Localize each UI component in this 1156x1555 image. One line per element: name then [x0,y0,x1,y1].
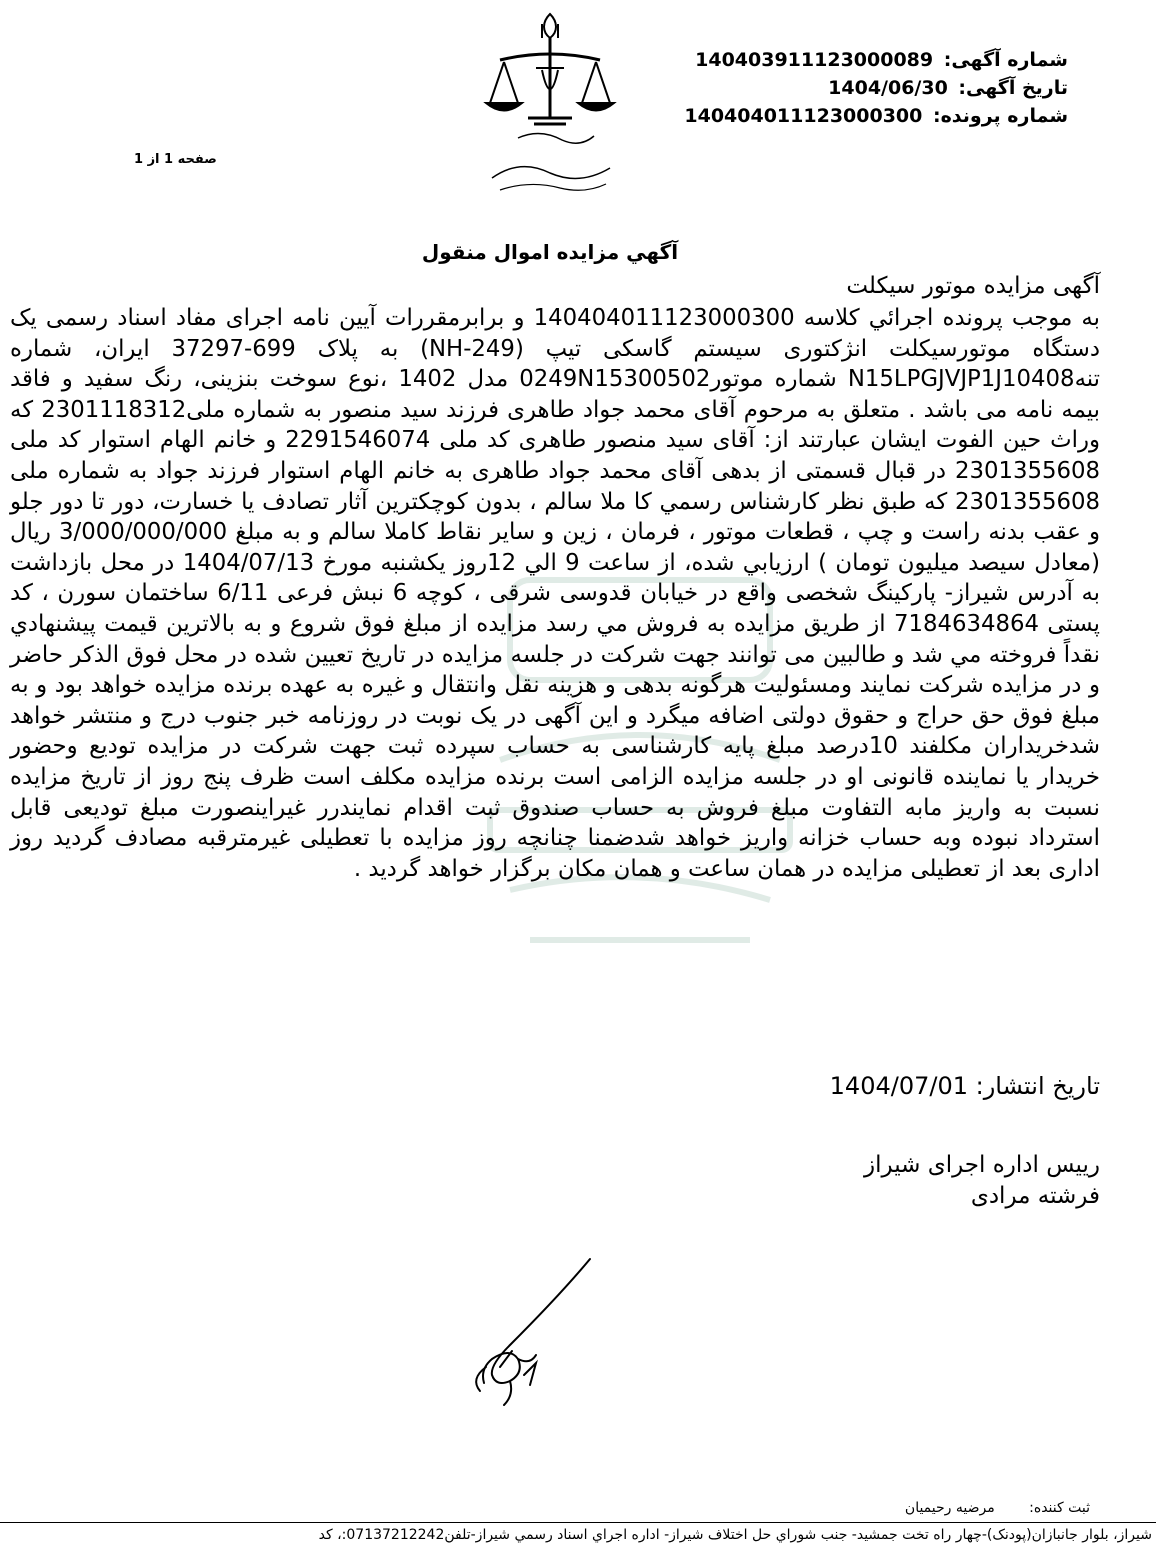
ad-number-row [648,46,1068,74]
judiciary-emblem-icon [470,8,630,198]
signature-icon [440,1255,620,1410]
signer-title: رییس اداره اجرای شیراز [864,1152,1100,1178]
case-number-label: شماره پرونده: [932,105,1068,127]
footer-divider [0,1522,1156,1523]
ad-date-row [648,74,1068,102]
ad-date: 1404/06/30 [828,77,948,99]
case-number: 140404011123000300 [684,105,923,127]
notice-title: آگهي مزايده اموال منقول [421,240,679,264]
registrar-name: مرضيه رحيميان [904,1500,995,1516]
publish-date-label: تاریخ انتشار: [975,1072,1100,1100]
registrar-line [905,1500,1090,1516]
ad-number: 140403911123000089 [695,49,934,71]
ad-date-label: تاریخ آگهی: [958,77,1068,99]
case-number-row [648,102,1068,130]
notice-body: به موجب پرونده اجرائي كلاسه 140404011123000300 و برابرمقررات آیین نامه اجرای مفاد اسناد رسمی یک دستگاه موتورسیکلت انژکتوری سیستم گاسکی تیپ (NH-249) به پلاک 699-37297 ایران، شماره تنهN15LPGJVJP1J10408 شماره موتور0249N15300502 مدل 1402 ،نوع سوخت بنزینی، رنگ سفید و فاقد بیمه نامه می باشد . متعلق به مرحوم آقای محمد جواد طاهری فرزند سید منصور به شماره ملی2301118312 که وراث حین الفوت ایشان عبارتند از: آقای سید منصور طاهری کد ملی 2291546074 و خانم الهام استوار کد ملی 2301355608 در قبال قسمتی از بدهی آقای محمد جواد طاهری به خانم الهام استوار فرزند جواد به شماره ملی 2301355608 که طبق نظر كارشناس رسمي كا ملا سالم ، بدون کوچکترین آثار تصادف یا خسارت، دور تا دور جلو و عقب بدنه راست و چپ ، قطعات موتور ، فرمان ، زین و سایر نقاط کاملا سالم و به مبلغ 3/000/000/000 ریال (معادل سیصد میلیون تومان ) ارزيابي شده، از ساعت 9 الي 12روز یکشنبه مورخ 1404/07/13 در محل بازداشت به آدرس شیراز- پارکینگ شخصی واقع در خیابان قدوسی شرقی ، کوچه 6 نبش فرعی 6/11 ساختمان سورن ، کد پستی 7184634864 از طريق مزايده به فروش مي رسد مزايده از مبلغ فوق شروع و به بالاترين قيمت پيشنهادي نقداً فروخته مي شد و طالبین می توانند جهت شرکت در جلسه مزایده در تاریخ تعیین شده در محل فوق الذکر حاضر و در مزایده شرکت نمایند ومسئولیت هرگونه بدهی و هزینه نقل وانتقال و غیره به عهده برنده مزایده خواهد بود و به مبلغ فوق حق حراج و حقوق دولتی اضافه میگرد و این آگهی در یک نوبت در روزنامه خبر جنوب درج و منتشر خواهد شدخریداران مکلفند 10درصد مبلغ پایه کارشناسی به حساب سپرده ثبت جهت شرکت در مزایده تودیع وحضور خریدار یا نماینده قانونی او در جلسه مزایده الزامی است برنده مزایده مکلف است ظرف پنج روز از تاریخ مزایده نسبت به واریز مابه التفاوت مبلغ فروش به حساب صندوق ثبت اقدام نمایندرر غیراینصورت مبلغ تودیعی قابل استرداد نبوده وبه حساب خزانه واریز خواهد شدضمنا چنانچه روز مزایده با تعطیلی غیرمترقبه مصادف گردید روز اداری بعد از تعطیلی مزایده در همان ساعت و همان مکان برگزار خواهد گردید . [10,305,1101,882]
page-indicator: صفحه 1 از 1 [134,152,217,167]
ad-number-label: شماره آگهی: [943,49,1068,71]
publish-date-line [830,1072,1100,1100]
notice-subtitle: آگهی مزایده موتور سیکلت [846,273,1100,299]
registrar-label: ثبت كننده: [1029,1500,1090,1516]
signer-name: فرشته مرادی [970,1183,1100,1209]
publish-date: 1404/07/01 [829,1072,968,1100]
footer-address: شيراز، بلوار جانبازان(پودنک)-چهار راه تخت جمشيد- جنب شوراي حل اختلاف شيراز- اداره اجراي اسناد رسمي شيراز-تلفن07137212242:، کد [318,1527,1152,1543]
header-meta [648,46,1068,130]
